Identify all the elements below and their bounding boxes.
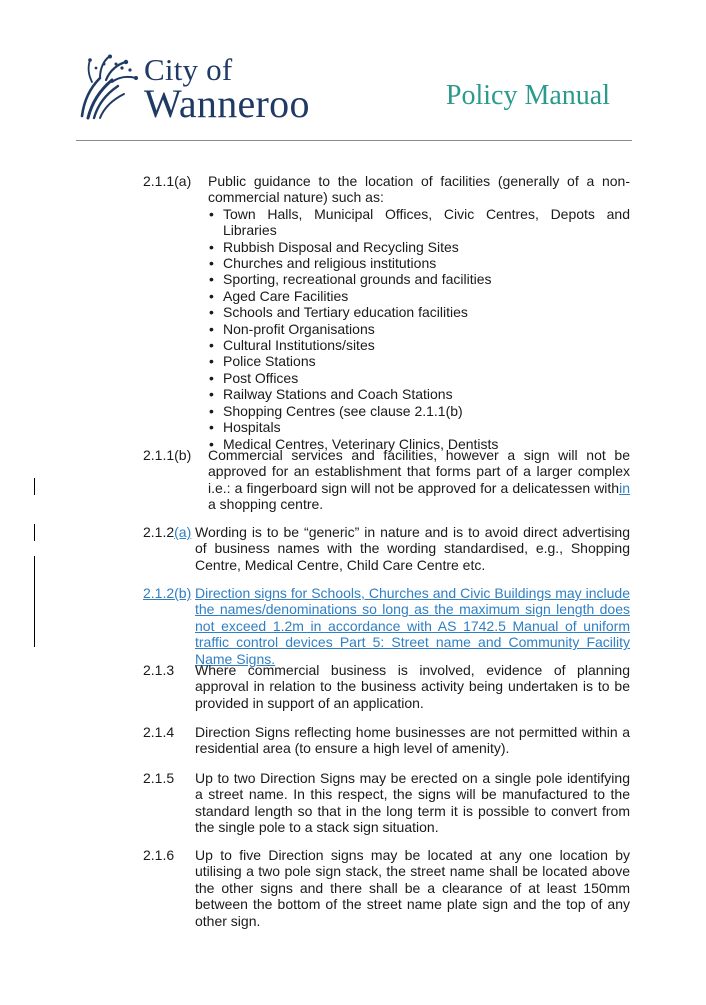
clause-text: Commercial services and facilities, however a sign will not be approved for an establishment that forms part of a larger complex i.e.: a fingerboard sign will not be approved for a delicatessen within a shopping centre. [208, 447, 630, 513]
list-item: • Non-profit Organisations [208, 321, 630, 337]
clause-number: 2.1.4 [143, 724, 175, 740]
kangaroo-paw-flower-icon [78, 54, 140, 120]
revision-bar [34, 556, 35, 647]
clause-text: Up to two Direction Signs may be erected on a single pole identifying a street name. In this respect, the signs will be manufactured to the standard length so that in the long term it is possible to convert from the single pole to a stack sign situation. [195, 770, 630, 836]
list-item: • Cultural Institutions/sites [208, 337, 630, 353]
clause-number: 2.1.2(b) [143, 585, 192, 601]
clause-text: Where commercial business is involved, evidence of planning approval in relation to the business activity being undertaken is to be provided in support of an application. [195, 662, 630, 711]
list-item: • Churches and religious institutions [208, 255, 630, 271]
revision-bar [34, 524, 35, 541]
clause-number: 2.1.3 [143, 662, 175, 678]
facility-list [208, 206, 630, 452]
logo-wanneroo-text: Wanneroo [144, 81, 310, 126]
logo-city-of-text: City of [144, 52, 233, 87]
list-item: • Medical Centres, Veterinary Clinics, Dentists [208, 436, 630, 452]
list-item: • Shopping Centres (see clause 2.1.1(b) [208, 403, 630, 419]
list-item: • Town Halls, Municipal Offices, Civic Centres, Depots and Libraries [208, 206, 630, 239]
clause-number: 2.1.2(a) [143, 524, 192, 540]
clause-text: Up to five Direction signs may be located at any one location by utilising a two pole sign stack, the street name shall be located above the other signs and there shall be a clearance of at least 150mm between the bottom of the street name plate sign and the top of any other sign. [195, 847, 630, 929]
list-item: • Police Stations [208, 353, 630, 369]
clause-number: 2.1.1(a) [143, 173, 192, 189]
list-item: • Schools and Tertiary education facilities [208, 304, 630, 320]
clause-text: Direction signs for Schools, Churches and Civic Buildings may include the names/denominations so long as the maximum sign length does not exceed 1.2m in accordance with AS 1742.5 Manual of uniform traffic control devices Part 5: Street name and Community Facility Name Signs. [195, 585, 630, 667]
inserted-text: in [619, 479, 630, 496]
clause-text: Wording is to be “generic” in nature and is to avoid direct advertising of business names with the wording standardised, e.g., Shopping Centre, Medical Centre, Child Care Centre etc. [195, 524, 630, 573]
list-item: • Hospitals [208, 419, 630, 435]
policy-manual-title: Policy Manual [445, 80, 610, 111]
list-item: • Post Offices [208, 370, 630, 386]
list-item: • Aged Care Facilities [208, 288, 630, 304]
clause-text: Direction Signs reflecting home businesses are not permitted within a residential area (to ensure a high level of amenity). [195, 724, 630, 757]
list-item: • Sporting, recreational grounds and facilities [208, 271, 630, 287]
list-item: • Rubbish Disposal and Recycling Sites [208, 239, 630, 255]
clause-number: 2.1.5 [143, 770, 175, 786]
city-of-wanneroo-logo [78, 52, 328, 124]
header-divider [76, 140, 632, 141]
inserted-text: (a) [174, 524, 192, 540]
revision-bar [34, 478, 35, 495]
clause-number: 2.1.6 [143, 847, 175, 863]
list-item: • Railway Stations and Coach Stations [208, 386, 630, 402]
clause-intro: Public guidance to the location of facilities (generally of a non-commercial nature) such as: [208, 173, 630, 206]
clause-number: 2.1.1(b) [143, 447, 192, 463]
